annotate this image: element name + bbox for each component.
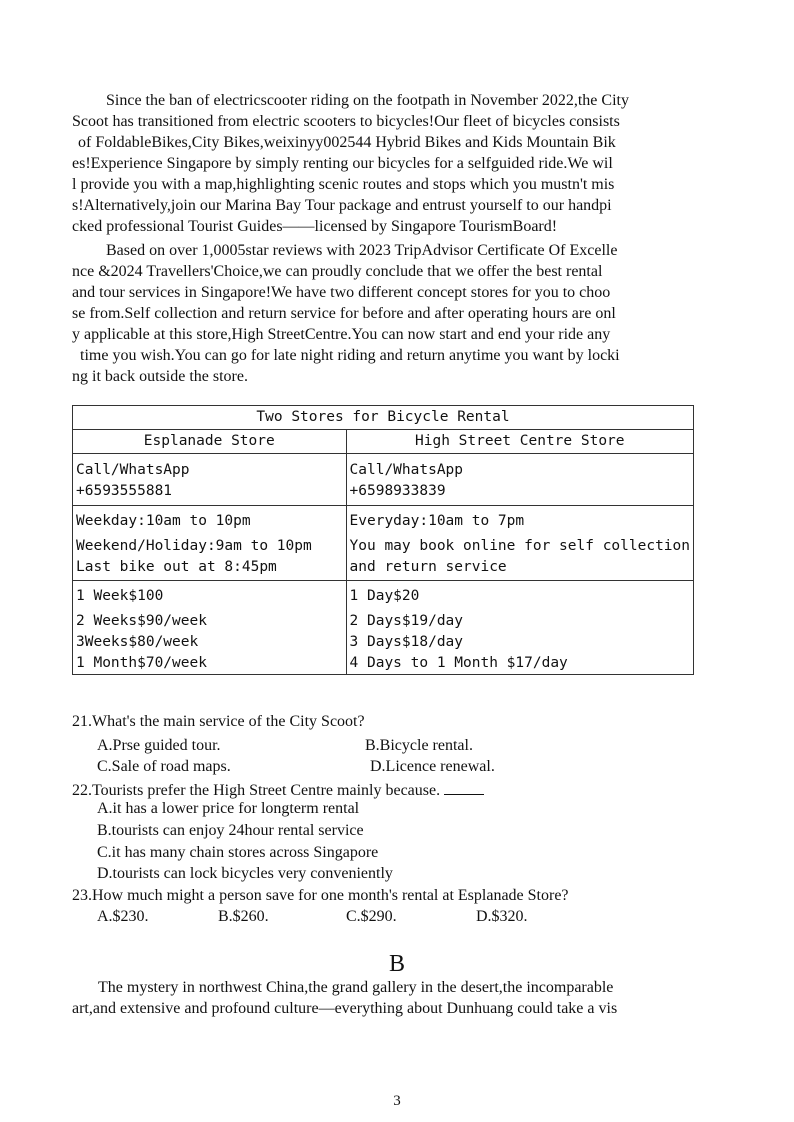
q21-option-c: C.Sale of road maps. <box>97 758 231 775</box>
hours-line: Weekday:10am to 10pm <box>76 513 251 529</box>
text-line: time you wish.You can go for late night riding and return anytime you want by locki <box>80 347 620 364</box>
price-line: 2 Weeks$90/week <box>76 613 207 629</box>
passage-a-paragraph-1 <box>72 90 722 237</box>
high-street-prices-cell <box>346 581 693 675</box>
hours-line: Everyday:10am to 7pm <box>349 513 525 529</box>
text-line: es!Experience Singapore by simply renting our bicycles for a selfguided ride.We wil <box>72 155 613 172</box>
passage-b-paragraph <box>72 977 722 1019</box>
high-street-hours-cell <box>346 506 693 581</box>
hours-line: and return service <box>349 559 507 575</box>
text-line: nce &2024 Travellers'Choice,we can proudly conclude that we offer the best rental <box>72 263 603 280</box>
table-title: Two Stores for Bicycle Rental <box>73 406 694 430</box>
question-23: 23.How much might a person save for one month's rental at Esplanade Store? <box>72 887 569 904</box>
text-line: Since the ban of electricscooter riding on the footpath in November 2022,the City <box>106 92 629 109</box>
table-row-prices <box>73 581 694 675</box>
hours-line: Last bike out at 8:45pm <box>76 559 277 575</box>
header-high-street-centre-store: High Street Centre Store <box>346 430 693 454</box>
hours-line: Weekend/Holiday:9am to 10pm <box>76 538 312 554</box>
price-line: 3 Days$18/day <box>349 634 464 650</box>
q22-option-d: D.tourists can lock bicycles very conveniently <box>97 865 393 882</box>
q23-option-d: D.$320. <box>476 908 528 925</box>
q23-option-c: C.$290. <box>346 908 397 925</box>
q23-option-a: A.$230. <box>97 908 149 925</box>
text-line: art,and extensive and profound culture—everything about Dunhuang could take a vis <box>72 1000 618 1017</box>
esplanade-hours-cell <box>73 506 347 581</box>
price-line: 2 Days$19/day <box>349 613 464 629</box>
q22-option-a: A.it has a lower price for longterm rental <box>97 800 360 817</box>
rental-table <box>72 405 694 675</box>
q23-option-b: B.$260. <box>218 908 269 925</box>
q21-option-a: A.Prse guided tour. <box>97 737 221 754</box>
q21-option-b: B.Bicycle rental. <box>365 737 473 754</box>
text-line: Scoot has transitioned from electric scooters to bicycles!Our fleet of bicycles consists <box>72 113 620 130</box>
price-line: 4 Days to 1 Month $17/day <box>349 655 568 671</box>
question-22-stem: 22.Tourists prefer the High Street Centre mainly because. <box>72 782 441 799</box>
price-line: 3Weeks$80/week <box>76 634 199 650</box>
page-number: 3 <box>393 1093 401 1109</box>
q21-option-d: D.Licence renewal. <box>370 758 495 775</box>
phone-number: +6593555881 <box>76 483 173 499</box>
phone-number: +6598933839 <box>349 483 446 499</box>
table-row-hours <box>73 506 694 581</box>
contact-label: Call/WhatsApp <box>349 462 464 478</box>
price-line: 1 Day$20 <box>349 588 420 604</box>
table-title-row <box>73 406 694 430</box>
text-line: s!Alternatively,join our Marina Bay Tour package and entrust yourself to our handpi <box>72 197 612 214</box>
text-line: se from.Self collection and return service for before and after operating hours are onl <box>72 305 616 322</box>
text-line: y applicable at this store,High StreetCentre.You can now start and end your ride any <box>72 326 611 343</box>
esplanade-prices-cell <box>73 581 347 675</box>
contact-label: Call/WhatsApp <box>76 462 190 478</box>
esplanade-contact-cell <box>73 454 347 506</box>
high-street-contact-cell <box>346 454 693 506</box>
table-row-contact <box>73 454 694 506</box>
text-line: The mystery in northwest China,the grand gallery in the desert,the incomparable <box>98 979 614 996</box>
price-line: 1 Week$100 <box>76 588 164 604</box>
question-21: 21.What's the main service of the City Scoot? <box>72 713 365 730</box>
text-line: l provide you with a map,highlighting scenic routes and stops which you mustn't mis <box>72 176 615 193</box>
text-line: Based on over 1,0005star reviews with 2023 TripAdvisor Certificate Of Excelle <box>106 242 618 259</box>
text-line: of FoldableBikes,City Bikes,weixinyy002544 Hybrid Bikes and Kids Mountain Bik <box>78 134 616 151</box>
q22-option-b: B.tourists can enjoy 24hour rental service <box>97 822 364 839</box>
text-line: ng it back outside the store. <box>72 368 248 385</box>
passage-a-paragraph-2 <box>72 240 722 387</box>
price-line: 1 Month$70/week <box>76 655 207 671</box>
answer-blank <box>444 779 484 795</box>
table-header-row <box>73 430 694 454</box>
q22-option-c: C.it has many chain stores across Singapore <box>97 844 379 861</box>
hours-line: You may book online for self collection <box>349 538 690 554</box>
header-esplanade-store: Esplanade Store <box>73 430 347 454</box>
text-line: and tour services in Singapore!We have two different concept stores for you to choo <box>72 284 611 301</box>
text-line: cked professional Tourist Guides——licensed by Singapore TourismBoard! <box>72 218 558 235</box>
section-b-heading: B <box>388 951 405 977</box>
